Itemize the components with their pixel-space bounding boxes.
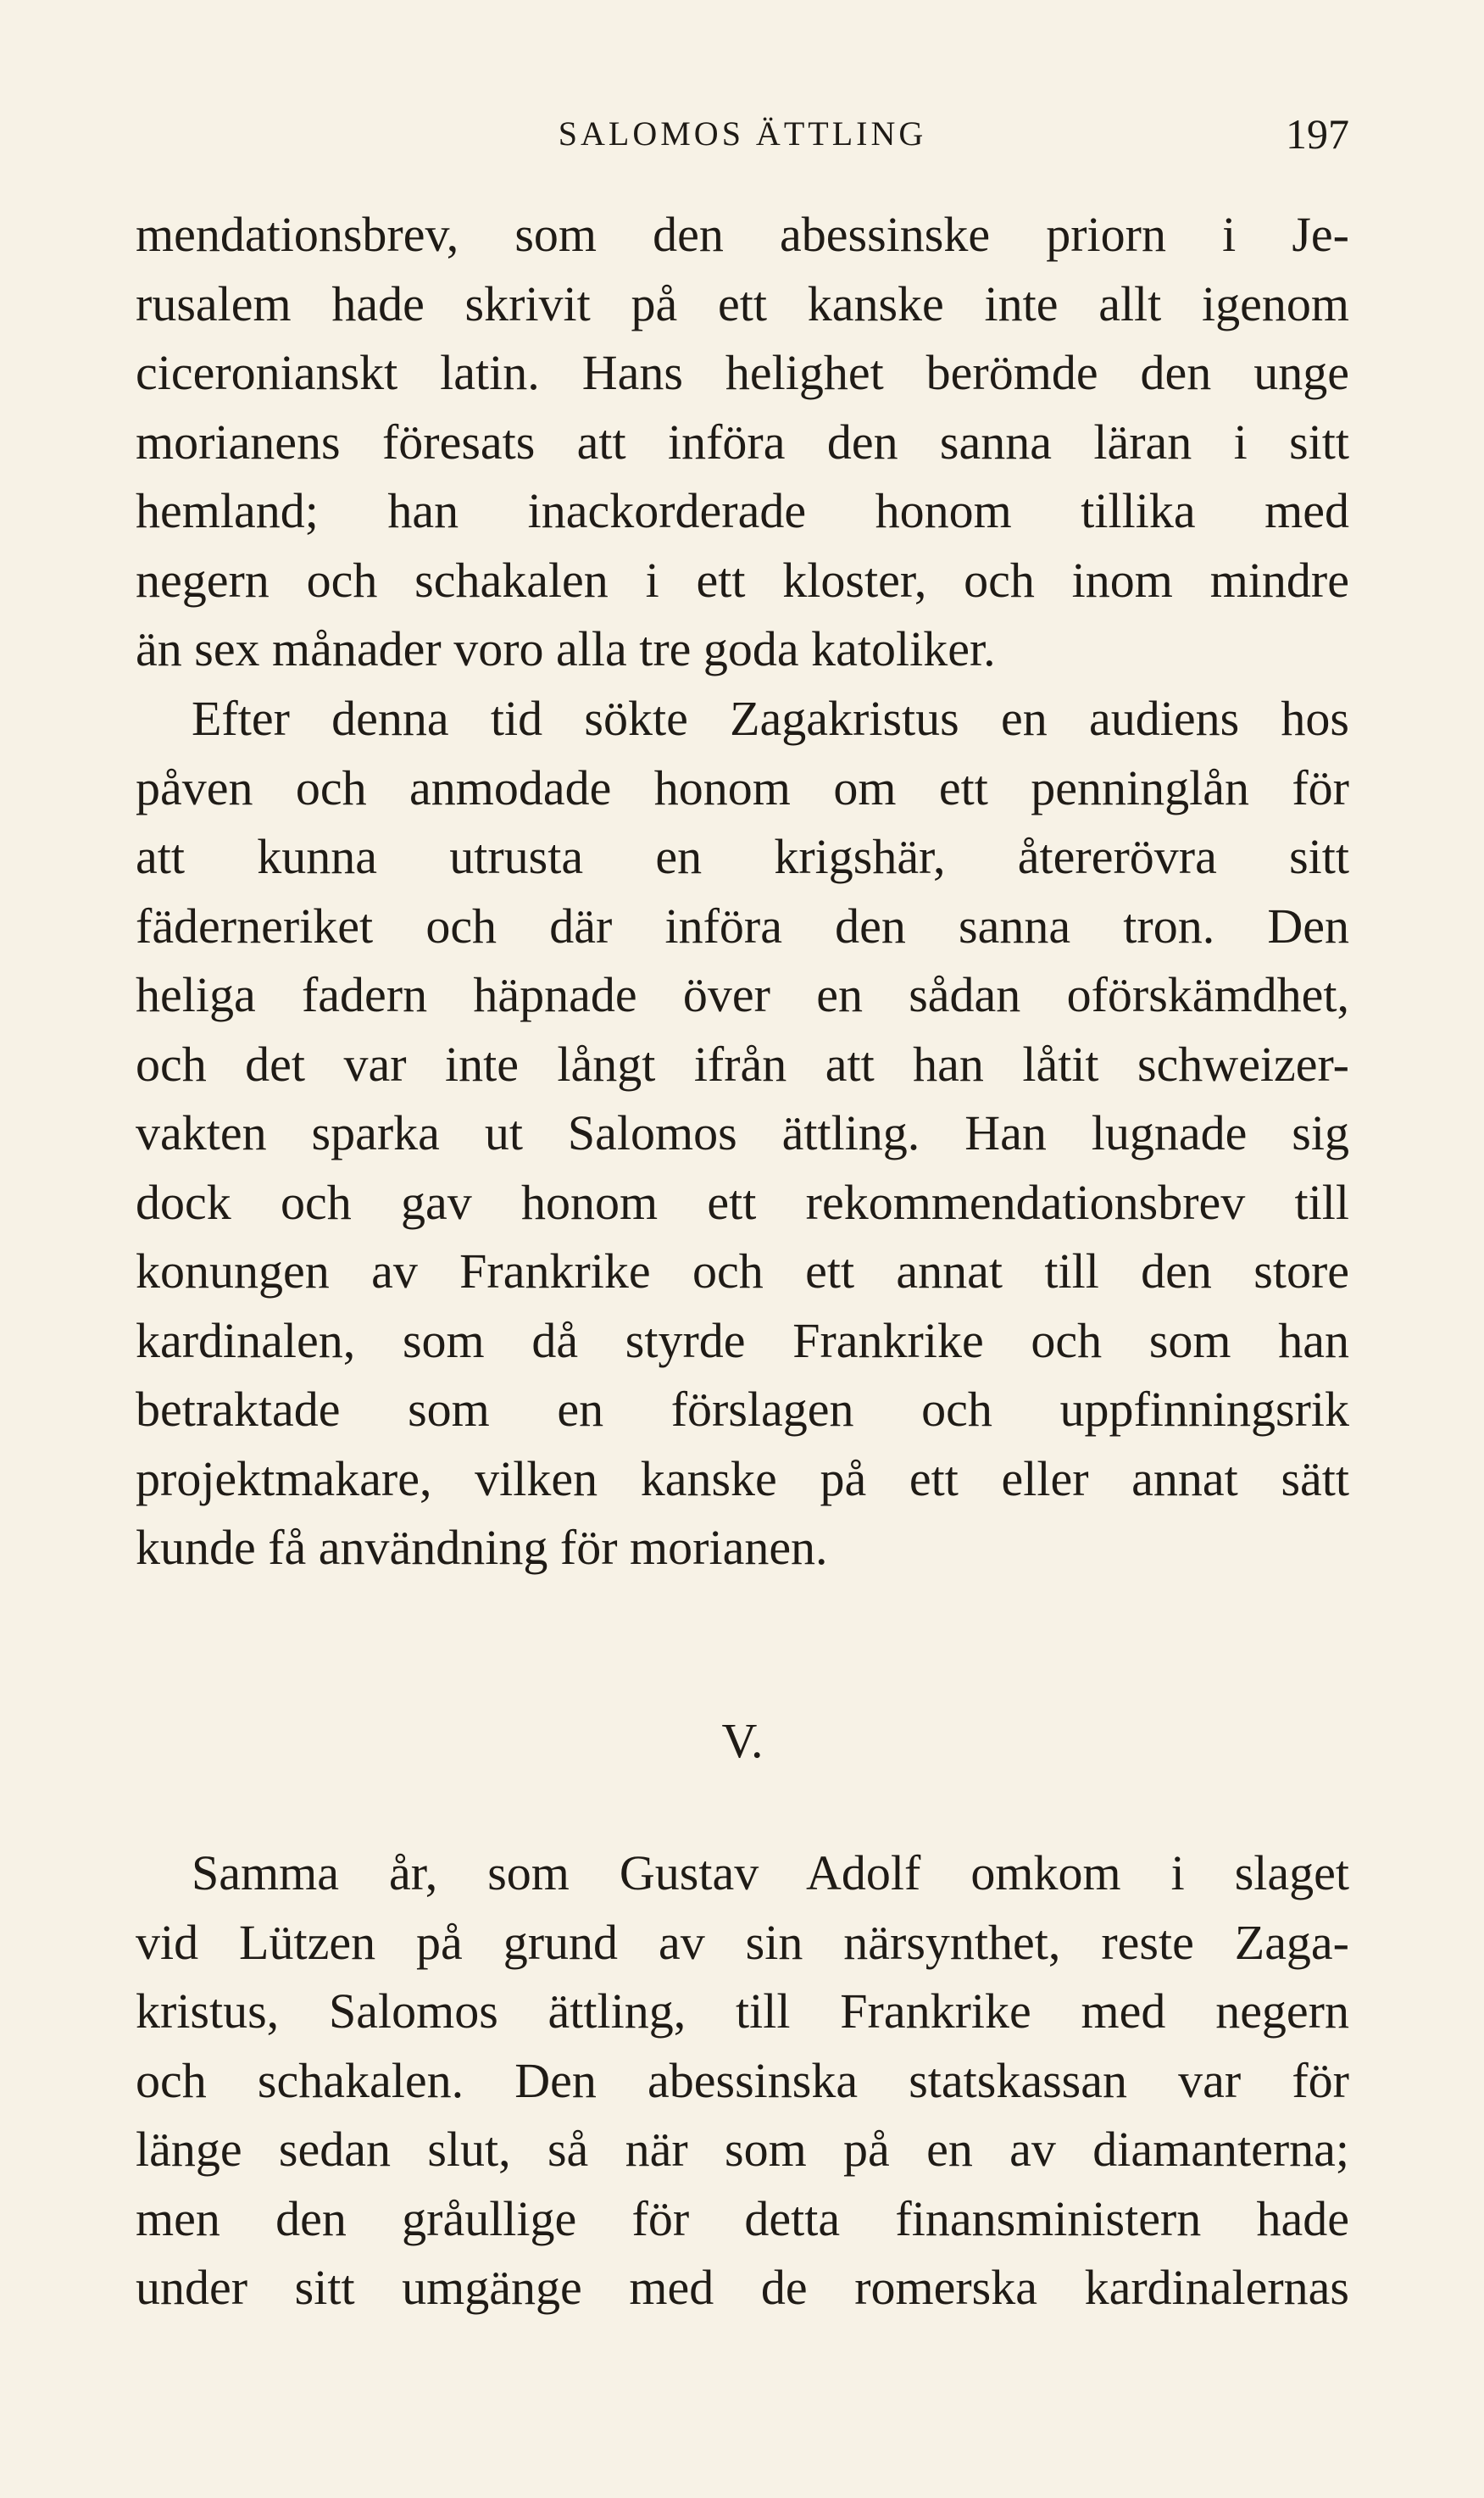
running-head bbox=[136, 108, 1349, 159]
text-line: mendationsbrev, som den abessinske priorn i Je- bbox=[136, 207, 1349, 262]
section-heading: V. bbox=[721, 1713, 764, 1768]
text-line: och schakalen. Den abessinska statskassan var för bbox=[136, 2052, 1349, 2108]
text-line: morianens föresats att införa den sanna läran i sitt bbox=[136, 414, 1349, 470]
page-number: 197 bbox=[1286, 110, 1349, 158]
text-line: vakten sparka ut Salomos ättling. Han lugnade sig bbox=[136, 1105, 1349, 1160]
text-line: under sitt umgänge med de romerska kardinalernas bbox=[136, 2260, 1349, 2315]
text-line: kardinalen, som då styrde Frankrike och som han bbox=[136, 1312, 1349, 1368]
text-line: betraktade som en förslagen och uppfinningsrik bbox=[136, 1382, 1349, 1437]
text-line: än sex månader voro alla tre goda katoliker. bbox=[136, 621, 996, 676]
text-line: dock och gav honom ett rekommendationsbrev till bbox=[136, 1174, 1349, 1230]
paragraph-1 bbox=[136, 200, 1349, 684]
text-line: Samma år, som Gustav Adolf omkom i slaget bbox=[192, 1845, 1349, 1900]
text-line: kunde få användning för morianen. bbox=[136, 1520, 828, 1575]
text-line: hemland; han inackorderade honom tillika med bbox=[136, 483, 1349, 538]
text-line: heliga fadern häpnade över en sådan oförskämdhet, bbox=[136, 967, 1349, 1022]
text-line: och det var inte långt ifrån att han låtit schweizer- bbox=[136, 1036, 1349, 1092]
text-line: vid Lützen på grund av sin närsynthet, reste Zaga- bbox=[136, 1914, 1349, 1970]
text-line: men den gråullige för detta finansministern hade bbox=[136, 2190, 1349, 2246]
running-title: SALOMOS ÄTTLING bbox=[558, 114, 927, 153]
text-line: påven och anmodade honom om ett penninglån för bbox=[136, 759, 1349, 815]
text-line: ciceronianskt latin. Hans helighet berömde den unge bbox=[136, 345, 1349, 400]
text-line: negern och schakalen i ett kloster, och inom mindre bbox=[136, 552, 1349, 608]
text-line: kristus, Salomos ättling, till Frankrike med negern bbox=[136, 1983, 1349, 2039]
text-line: rusalem hade skrivit på ett kanske inte allt igenom bbox=[136, 275, 1349, 331]
text-line: konungen av Frankrike och ett annat till den store bbox=[136, 1243, 1349, 1299]
text-line: Efter denna tid sökte Zagakristus en audiens hos bbox=[192, 691, 1349, 746]
text-line: länge sedan slut, så när som på en av diamanterna; bbox=[136, 2122, 1349, 2177]
text-line: projektmakare, vilken kanske på ett eller annat sätt bbox=[136, 1450, 1349, 1506]
paragraph-2 bbox=[136, 684, 1349, 1583]
paragraph-3 bbox=[136, 1839, 1349, 2323]
text-line: fäderneriket och där införa den sanna tron. Den bbox=[136, 898, 1349, 954]
text-line: att kunna utrusta en krigshär, återerövra sitt bbox=[136, 829, 1349, 884]
